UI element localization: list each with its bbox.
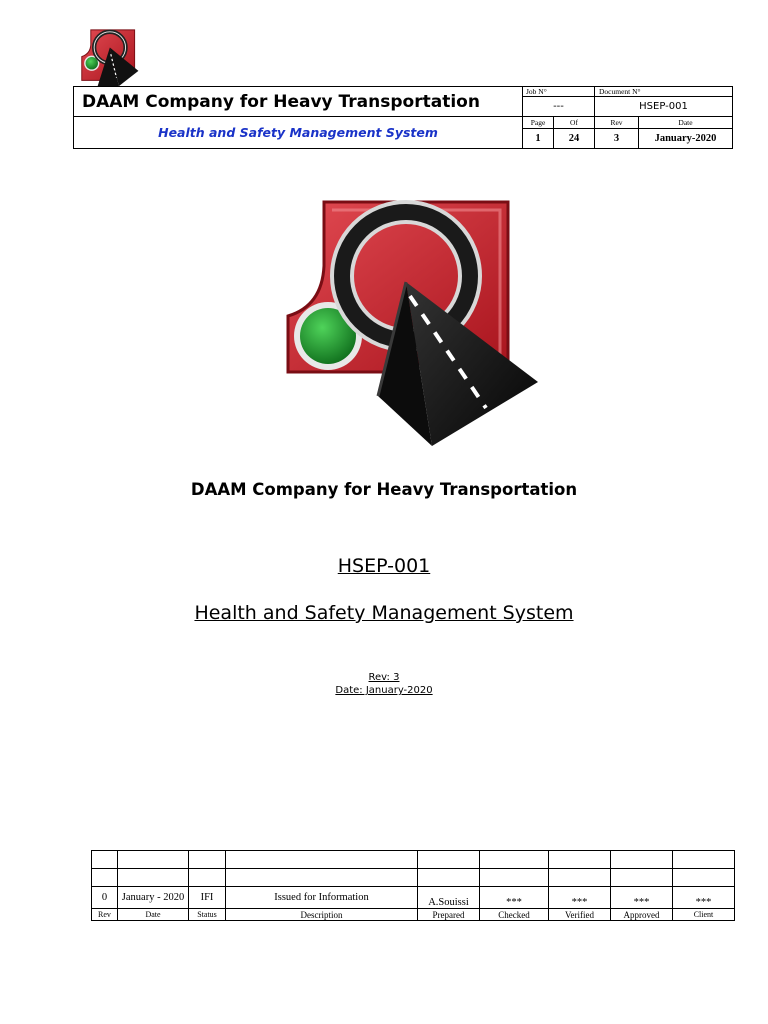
- date-value: January-2020: [639, 129, 733, 149]
- of-label: Of: [554, 117, 595, 129]
- label-date: Date: [118, 909, 189, 921]
- revision-approved: ***: [611, 887, 673, 909]
- company-logo-large: [282, 196, 544, 448]
- revision-row: [92, 887, 735, 909]
- label-prepared: Prepared: [418, 909, 480, 921]
- revision-history-table: [91, 850, 735, 921]
- document-no-label: Document N°: [595, 87, 733, 97]
- revision-blank-row: [92, 869, 735, 887]
- cover-date: Date: January-2020: [335, 685, 433, 696]
- revision-status: IFI: [189, 887, 226, 909]
- label-description: Description: [226, 909, 418, 921]
- page-label: Page: [523, 117, 554, 129]
- revision-verified: ***: [549, 887, 611, 909]
- rev-value: 3: [595, 129, 639, 149]
- company-logo-small: [80, 28, 144, 88]
- job-no-value: ---: [523, 97, 595, 117]
- label-rev: Rev: [92, 909, 118, 921]
- revision-checked: ***: [480, 887, 549, 909]
- document-header-table: [73, 86, 733, 149]
- label-client: Client: [673, 909, 735, 921]
- label-status: Status: [189, 909, 226, 921]
- revision-labels-row: [92, 909, 735, 921]
- document-no-value: HSEP-001: [595, 97, 733, 117]
- revision-rev: 0: [92, 887, 118, 909]
- label-checked: Checked: [480, 909, 549, 921]
- cover-document-code: HSEP-001: [337, 555, 431, 577]
- cover-document-title: Health and Safety Management System: [194, 602, 574, 624]
- job-no-label: Job N°: [523, 87, 595, 97]
- revision-client: ***: [673, 887, 735, 909]
- cover-company-name: DAAM Company for Heavy Transportation: [190, 480, 578, 499]
- rev-label: Rev: [595, 117, 639, 129]
- header-system-name: Health and Safety Management System: [74, 117, 523, 149]
- of-value: 24: [554, 129, 595, 149]
- revision-prepared: A.Souissi: [418, 887, 480, 909]
- label-approved: Approved: [611, 909, 673, 921]
- revision-blank-row: [92, 851, 735, 869]
- revision-date: January - 2020: [118, 887, 189, 909]
- cover-revision: Rev: 3: [368, 672, 400, 683]
- label-verified: Verified: [549, 909, 611, 921]
- header-company-name: DAAM Company for Heavy Transportation: [74, 87, 523, 117]
- date-label: Date: [639, 117, 733, 129]
- revision-description: Issued for Information: [226, 887, 418, 909]
- page-value: 1: [523, 129, 554, 149]
